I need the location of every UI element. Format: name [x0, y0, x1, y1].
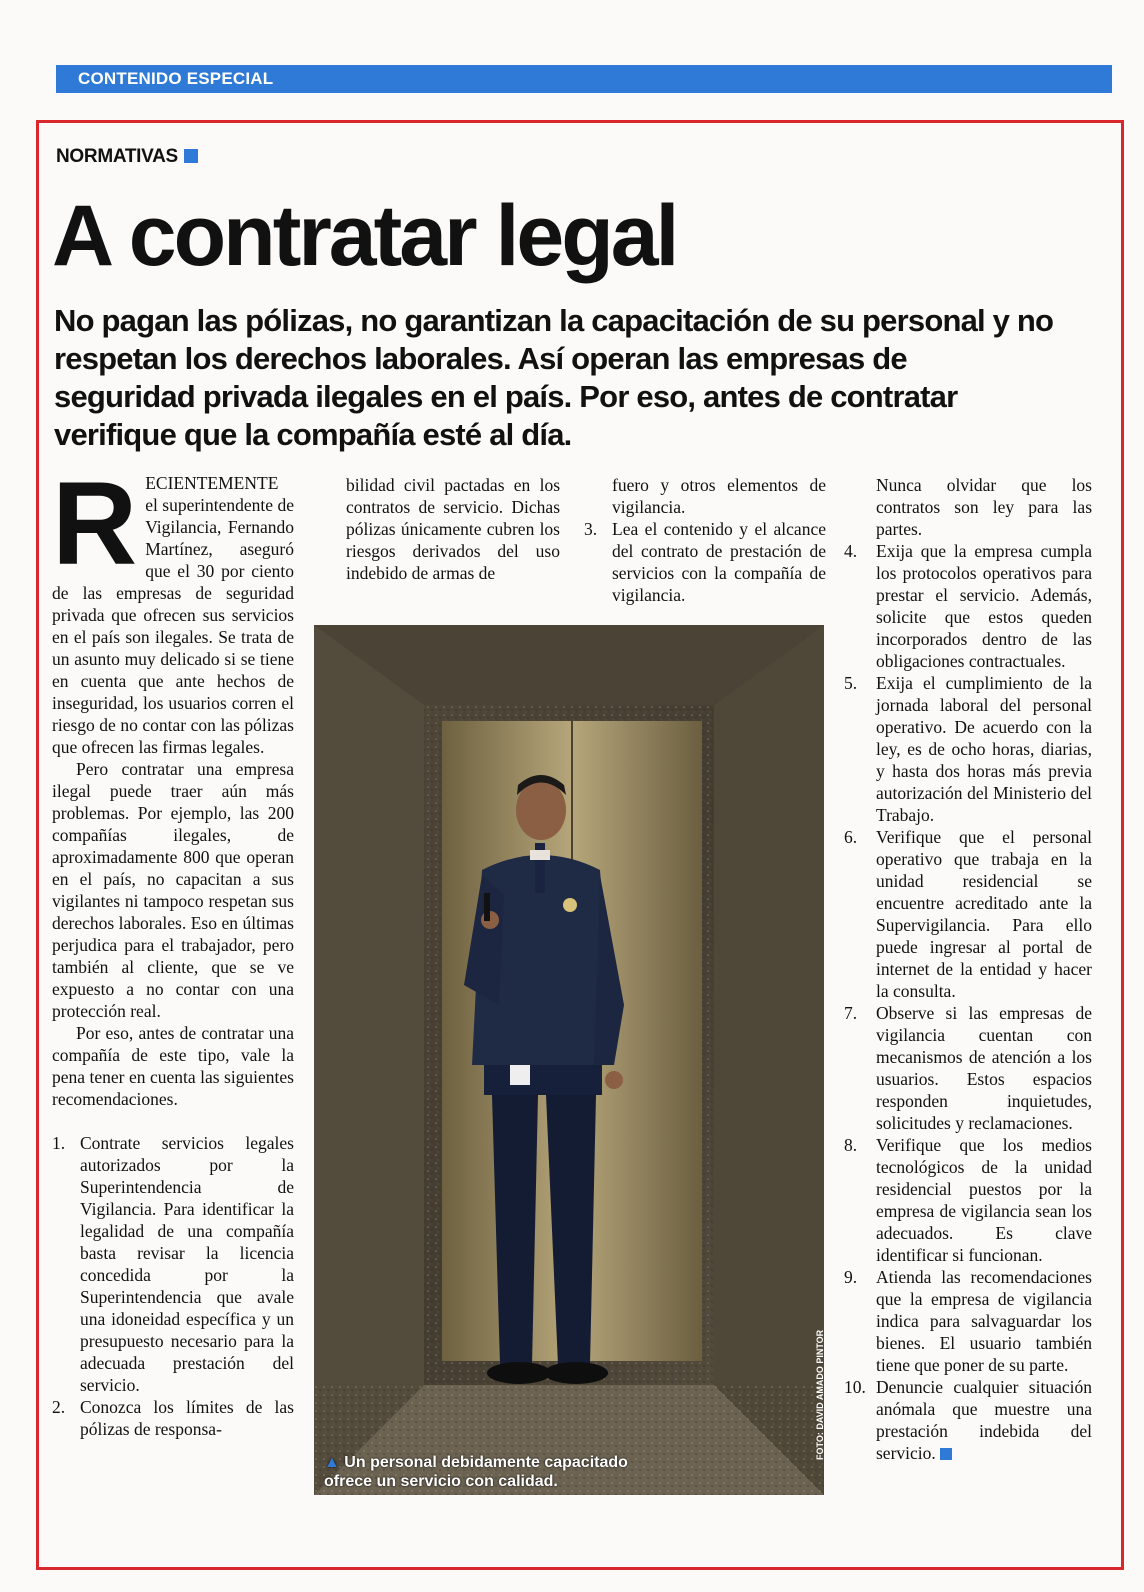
- paragraph-1-text: ECIENTEMENTE el superintendente de Vigilancia, Fernando Martínez, aseguró que el 30 por ciento de las empresas de seguridad privada que ofrecen sus servicios en el país son ilegales. Se trata de un asunto muy delicado si se tiene en cuenta que ante hechos de inseguridad, los usuarios corren el riesgo de no contar con las pólizas que ofrecen las firmas legales.: [52, 473, 294, 757]
- caption-triangle-icon: ▲: [324, 1454, 340, 1471]
- list-item: 5. Exija el cumplimiento de la jornada laboral del personal operativo. De acuerdo con la ley, es de ocho horas, diarias, y hasta dos horas más previa autorización del Ministerio del Trabajo.: [844, 673, 1092, 825]
- list-item: 2. Conozca los límites de las pólizas de responsa-: [52, 1397, 294, 1439]
- photo-caption-text: Un personal debidamente capacitado ofrece un servicio con calidad.: [324, 1454, 628, 1490]
- list-item: 8. Verifique que los medios tecnológicos de la unidad residencial puestos por la empresa de vigilancia sean los adecuados. Es clave identificar si funcionan.: [844, 1135, 1092, 1265]
- column-3: [584, 474, 826, 606]
- list-item: 4. Exija que la empresa cumpla los protocolos operativos para prestar el servicio. Además, solicite que estos queden incorporados dentro de las obligaciones contractuales.: [844, 541, 1092, 671]
- list-item-continued: fuero y otros elementos de vigilancia.: [612, 475, 826, 517]
- column-2: [346, 474, 560, 584]
- column-1: [52, 458, 294, 1440]
- column-4: [844, 474, 1092, 1464]
- dropcap: R: [52, 458, 138, 590]
- recommendations-list-col1: [52, 1132, 294, 1440]
- photo-caption: [324, 1453, 644, 1491]
- paragraph-2: Pero contratar una empresa ilegal puede traer aún más problemas. Por ejemplo, las 200 compañías ilegales, de aproximadamente 800 que operan en el país, no capacitan a sus vigilantes ni tampoco respetan sus derechos laborales. Eso en últimas perjudica para el trabajador, pero también al cliente, que se ve expuesto a no contar con una protección real.: [52, 759, 294, 1021]
- paragraph-3: Por eso, antes de contratar una compañía de este tipo, vale la pena tener en cuenta las siguientes recomendaciones.: [52, 1023, 294, 1109]
- list-item: 9. Atienda las recomendaciones que la empresa de vigilancia indica para salvaguardar los bienes. El usuario también tiene que poner de su parte.: [844, 1267, 1092, 1375]
- kicker-label: NORMATIVAS: [56, 146, 178, 167]
- photo-guard-in-elevator: [314, 625, 824, 1495]
- list-item-continued: bilidad civil pactadas en los contratos de servicio. Dichas pólizas únicamente cubren los riesgos derivados del uso indebido de armas de: [346, 475, 560, 583]
- kicker-square-icon: [184, 149, 198, 163]
- section-bar: CONTENIDO ESPECIAL: [56, 65, 1112, 93]
- end-square-icon: [940, 1448, 952, 1460]
- kicker: [56, 146, 198, 168]
- list-item: 6. Verifique que el personal operativo que trabaja en la unidad residencial se encuentre acreditado ante la Supervigilancia. Para ello puede ingresar al portal de internet de la entidad y hacer la consulta.: [844, 827, 1092, 1001]
- list-item-continued: Nunca olvidar que los contratos son ley para las partes.: [876, 475, 1092, 539]
- recommendations-list-col4: [844, 474, 1092, 1464]
- headline: A contratar legal: [52, 188, 677, 284]
- photo-credit: FOTO: DAVID AMADO PINTOR: [815, 1329, 825, 1460]
- list-item: 10. Denuncie cualquier situación anómala que muestre una prestación indebida del servicio.: [844, 1377, 1092, 1463]
- deck: No pagan las pólizas, no garantizan la capacitación de su personal y no respetan los derechos laborales. Así operan las empresas de seguridad privada ilegales en el país. Por eso, antes de contratar verifique que la compañía esté al día.: [54, 303, 1054, 452]
- recommendations-list-col3: [584, 474, 826, 606]
- list-item: 1. Contrate servicios legales autorizados por la Superintendencia de Vigilancia. Para identificar la legalidad de una compañía basta revisar la licencia concedida por la Superintendencia que avale una idoneidad específica y un presupuesto necesario para la adecuada prestación del servicio.: [52, 1133, 294, 1395]
- list-item: 3. Lea el contenido y el alcance del contrato de prestación de servicios con la compañía de vigilancia.: [584, 519, 826, 605]
- paragraph-1: [52, 458, 294, 758]
- photo-illustration: [314, 625, 824, 1495]
- list-item: 7. Observe si las empresas de vigilancia cuentan con mecanismos de atención a los usuarios. Estos espacios responden inquietudes, solicitudes y reclamaciones.: [844, 1003, 1092, 1133]
